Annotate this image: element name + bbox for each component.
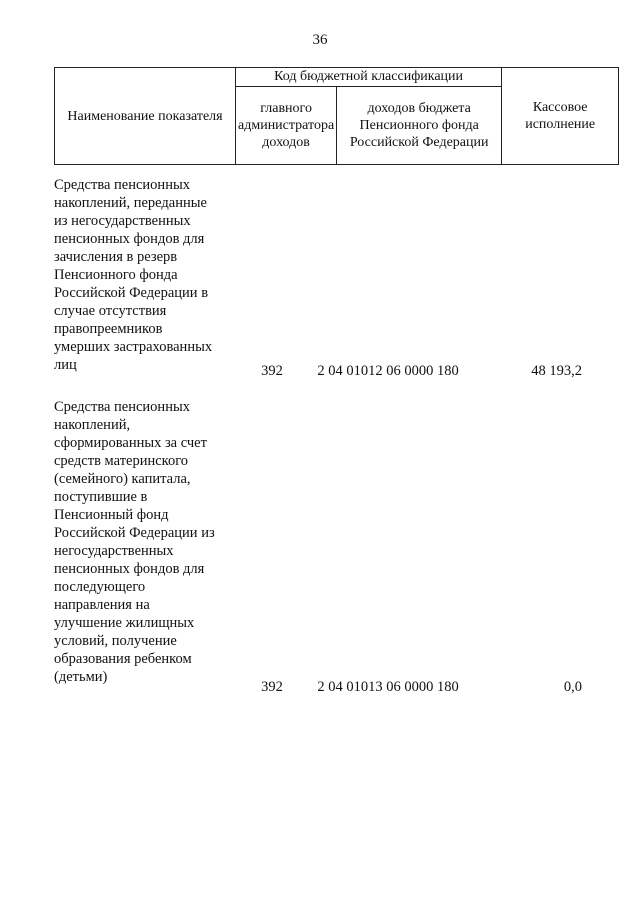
page-number: 36 [312, 32, 328, 48]
row-income-code: 2 04 01012 06 0000 180 [317, 363, 459, 379]
row-admin-code: 392 [261, 679, 283, 695]
header-name-column: Наименование показателя [55, 68, 236, 165]
header-budget-code-group: Код бюджетной классификации [236, 68, 502, 87]
header-execution-column: Кассовое исполнение [502, 68, 619, 165]
row-execution-value: 0,0 [563, 679, 582, 695]
row-income-code: 2 04 01013 06 0000 180 [317, 679, 459, 695]
table-row [54, 176, 590, 380]
row-name: Средства пенсионных накоплений, переданные из негосударственных пенсионных фондов для зачисления в резерв Пенсионного фонда Российской Федерации в случае отсутствия правопреемников умерших застрахованных лиц [54, 177, 213, 373]
table-header [54, 67, 619, 165]
row-name: Средства пенсионных накоплений, сформированных за счет средств материнского (семейного) капитала, поступившие в Пенсионный фонд Российской Федерации из негосударственных пенсионных фондов для последующего направления на улучшение жилищных условий, получение образования ребенком (детьми) [54, 399, 215, 685]
header-admin-column: главного администратора доходов [236, 86, 337, 164]
row-execution-value: 48 193,2 [531, 363, 582, 379]
row-admin-code: 392 [261, 363, 283, 379]
header-income-column: доходов бюджета Пенсионного фонда Российской Федерации [337, 86, 502, 164]
table-row [54, 398, 590, 696]
